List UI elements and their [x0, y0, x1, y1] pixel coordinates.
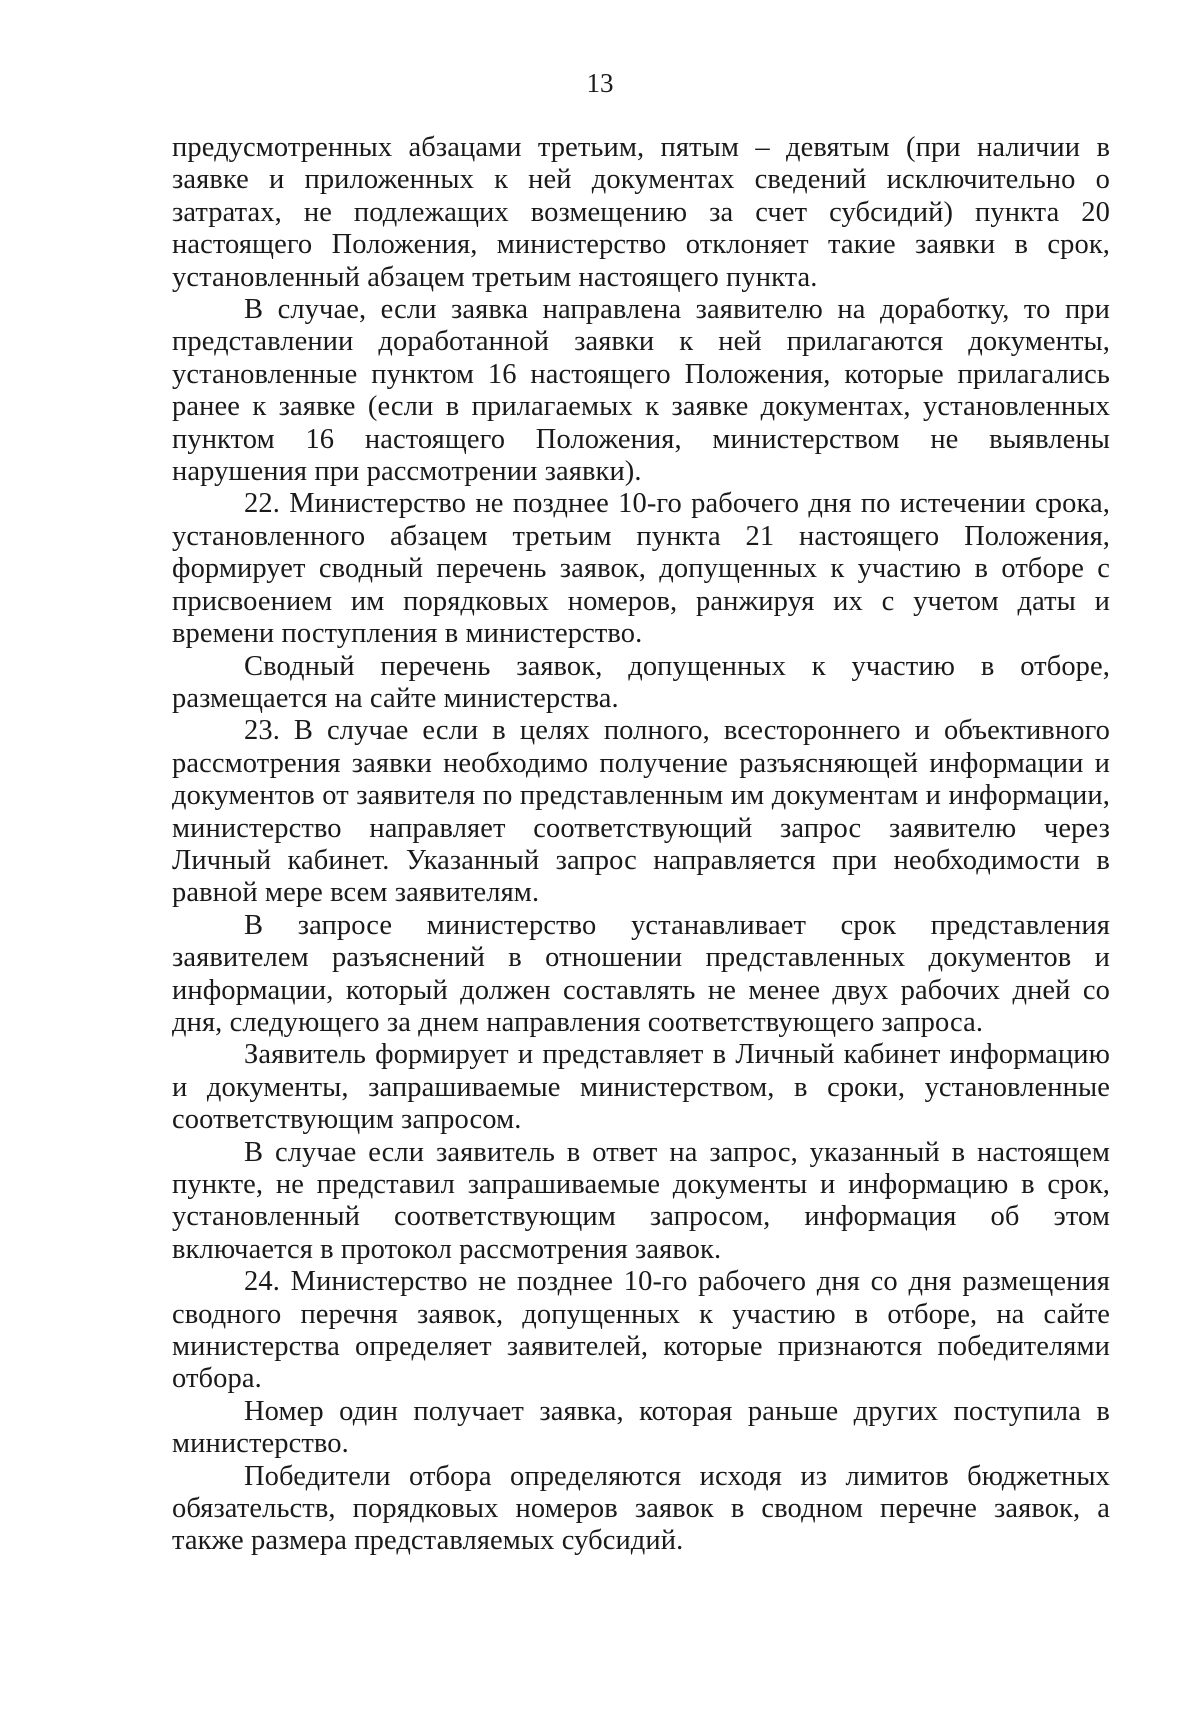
- paragraph-continuation: предусмотренных абзацами третьим, пятым – девятым (при наличии в заявке и приложенных к ней документах сведений исключительно о затратах, не подлежащих возмещению за счет субсидий) пункта 20 настоящего Положения, министерство отклоняет такие заявки в срок, установленный абзацем третьим настоящего пункта.: [172, 132, 1110, 293]
- paragraph-number-one: Номер один получает заявка, которая раньше других поступила в министерство.: [172, 1395, 1110, 1460]
- page-number: 13: [586, 68, 614, 98]
- paragraph-no-response: В случае если заявитель в ответ на запрос, указанный в настоящем пункте, не представил запрашиваемые документы и информацию в срок, установленный соответствующим запросом, информация об этом включается в протокол рассмотрения заявок.: [172, 1136, 1110, 1265]
- paragraph-winners: Победители отбора определяются исходя из лимитов бюджетных обязательств, порядковых номеров заявок в сводном перечне заявок, а также размера представляемых субсидий.: [172, 1460, 1110, 1557]
- document-body: [172, 132, 1110, 1558]
- paragraph-request-deadline: В запросе министерство устанавливает срок представления заявителем разъяснений в отношении представленных документов и информации, который должен составлять не менее двух рабочих дней со дня, следующего за днем направления соответствующего запроса.: [172, 909, 1110, 1038]
- paragraph-item-23: 23. В случае если в целях полного, всестороннего и объективного рассмотрения заявки необходимо получение разъясняющей информации и документов от заявителя по представленным им документам и информации, министерство направляет соответствующий запрос заявителю через Личный кабинет. Указанный запрос направляется при необходимости в равной мере всем заявителям.: [172, 715, 1110, 909]
- paragraph-applicant-response: Заявитель формирует и представляет в Личный кабинет информацию и документы, запрашиваемые министерством, в сроки, установленные соответствующим запросом.: [172, 1039, 1110, 1136]
- paragraph-item-24: 24. Министерство не позднее 10-го рабочего дня со дня размещения сводного перечня заявок, допущенных к участию в отборе, на сайте министерства определяет заявителей, которые признаются победителями отбора.: [172, 1266, 1110, 1395]
- paragraph-revision-case: В случае, если заявка направлена заявителю на доработку, то при представлении доработанной заявки к ней прилагаются документы, установленные пунктом 16 настоящего Положения, которые прилагались ранее к заявке (если в прилагаемых к заявке документах, установленных пунктом 16 настоящего Положения, министерством не выявлены нарушения при рассмотрении заявки).: [172, 294, 1110, 488]
- paragraph-item-22: 22. Министерство не позднее 10-го рабочего дня по истечении срока, установленного абзацем третьим пункта 21 настоящего Положения, формирует сводный перечень заявок, допущенных к участию в отборе с присвоением им порядковых номеров, ранжируя их с учетом даты и времени поступления в министерство.: [172, 488, 1110, 650]
- paragraph-summary-list: Сводный перечень заявок, допущенных к участию в отборе, размещается на сайте министерства.: [172, 650, 1110, 714]
